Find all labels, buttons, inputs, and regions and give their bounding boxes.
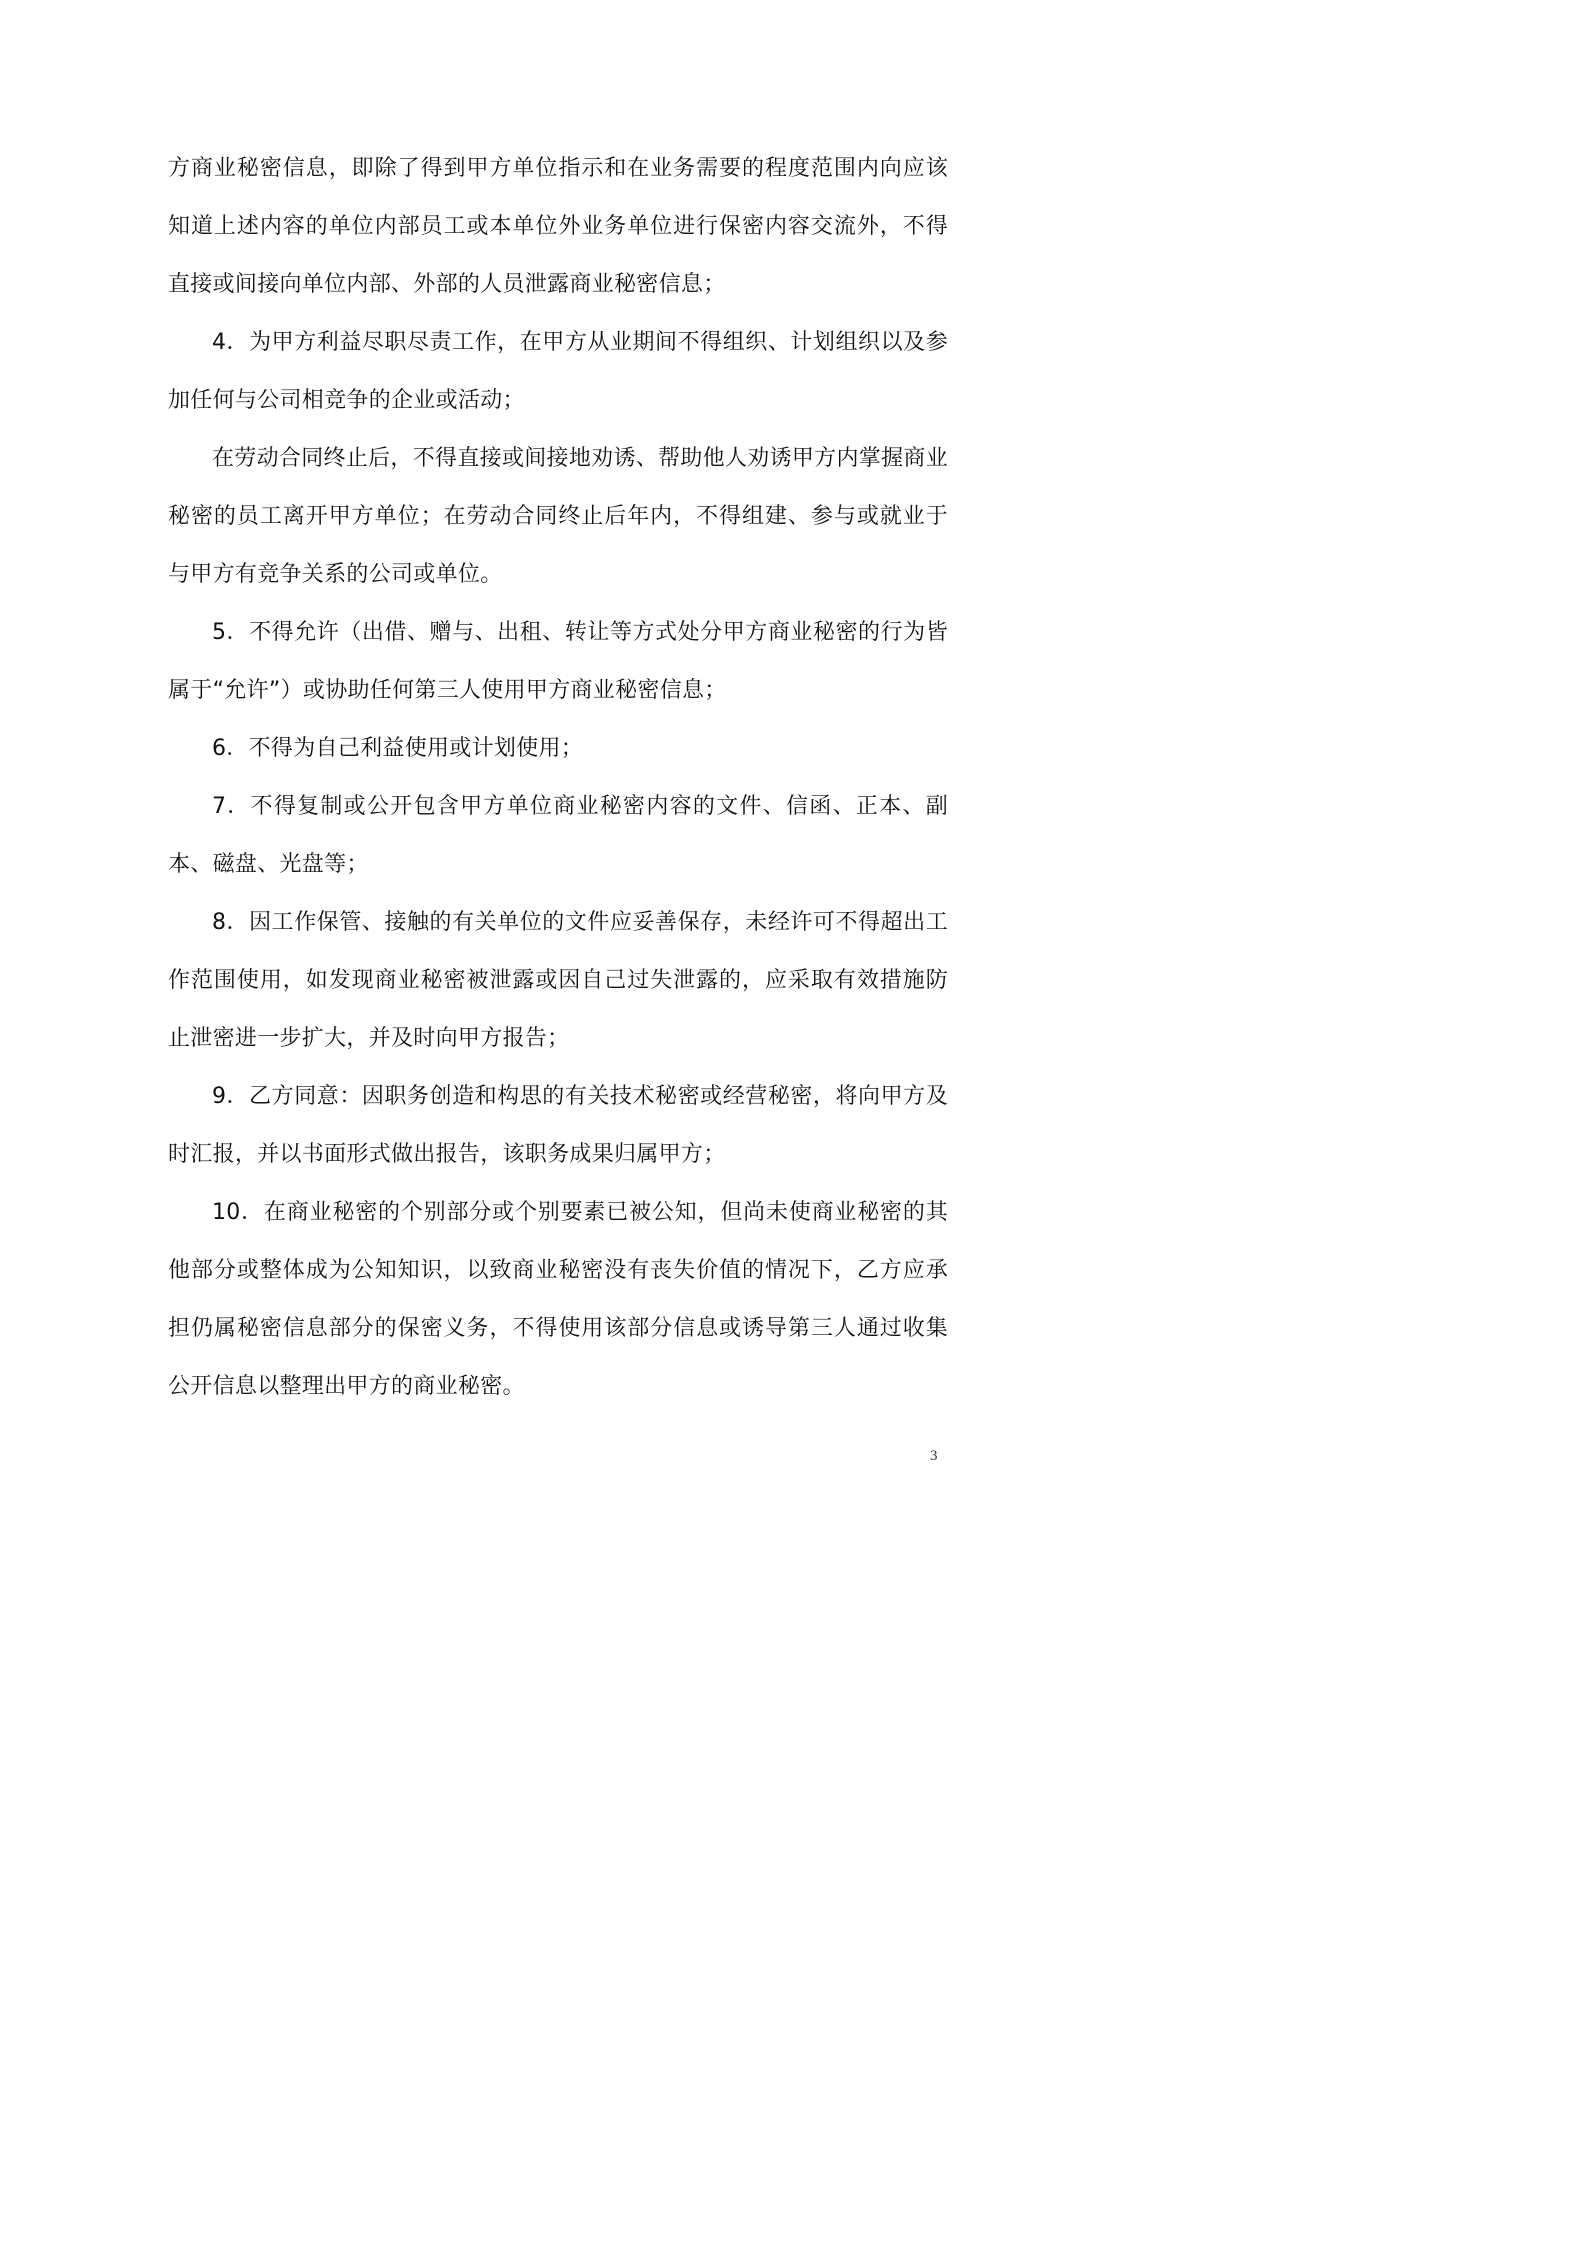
paragraph-clause-10: 10．在商业秘密的个别部分或个别要素已被公知，但尚未使商业秘密的其他部分或整体成为公知知识，以致商业秘密没有丧失价值的情况下，乙方应承担仍属秘密信息部分的保密义务，不得使用该部分信息或诱导第三人通过收集公开信息以整理出甲方的商业秘密。	[168, 1200, 948, 1399]
paragraph-clause-9: 9．乙方同意：因职务创造和构思的有关技术秘密或经营秘密，将向甲方及时汇报，并以书面形式做出报告，该职务成果归属甲方；	[168, 1084, 948, 1167]
paragraph-clause-4: 4．为甲方利益尽职尽责工作，在甲方从业期间不得组织、计划组织以及参加任何与公司相竞争的企业或活动；	[168, 330, 948, 413]
paragraph-clause-7: 7．不得复制或公开包含甲方单位商业秘密内容的文件、信函、正本、副本、磁盘、光盘等；	[168, 794, 948, 877]
paragraph-non-solicitation: 在劳动合同终止后，不得直接或间接地劝诱、帮助他人劝诱甲方内掌握商业秘密的员工离开甲方单位；在劳动合同终止后年内，不得组建、参与或就业于与甲方有竞争关系的公司或单位。	[168, 446, 948, 587]
paragraph-clause-6: 6．不得为自己利益使用或计划使用；	[212, 736, 584, 761]
page-number: 3	[930, 1448, 938, 1464]
paragraph-continuation: 方商业秘密信息，即除了得到甲方单位指示和在业务需要的程度范围内向应该知道上述内容的单位内部员工或本单位外业务单位进行保密内容交流外，不得直接或间接向单位内部、外部的人员泄露商业秘密信息；	[168, 156, 948, 297]
document-page	[0, 0, 1100, 1556]
document-body	[168, 140, 948, 1416]
paragraph-clause-5: 5．不得允许（出借、赠与、出租、转让等方式处分甲方商业秘密的行为皆属于“允许”）或协助任何第三人使用甲方商业秘密信息；	[168, 620, 948, 703]
paragraph-clause-8: 8．因工作保管、接触的有关单位的文件应妥善保存，未经许可不得超出工作范围使用，如发现商业秘密被泄露或因自己过失泄露的，应采取有效措施防止泄密进一步扩大，并及时向甲方报告；	[168, 910, 948, 1051]
